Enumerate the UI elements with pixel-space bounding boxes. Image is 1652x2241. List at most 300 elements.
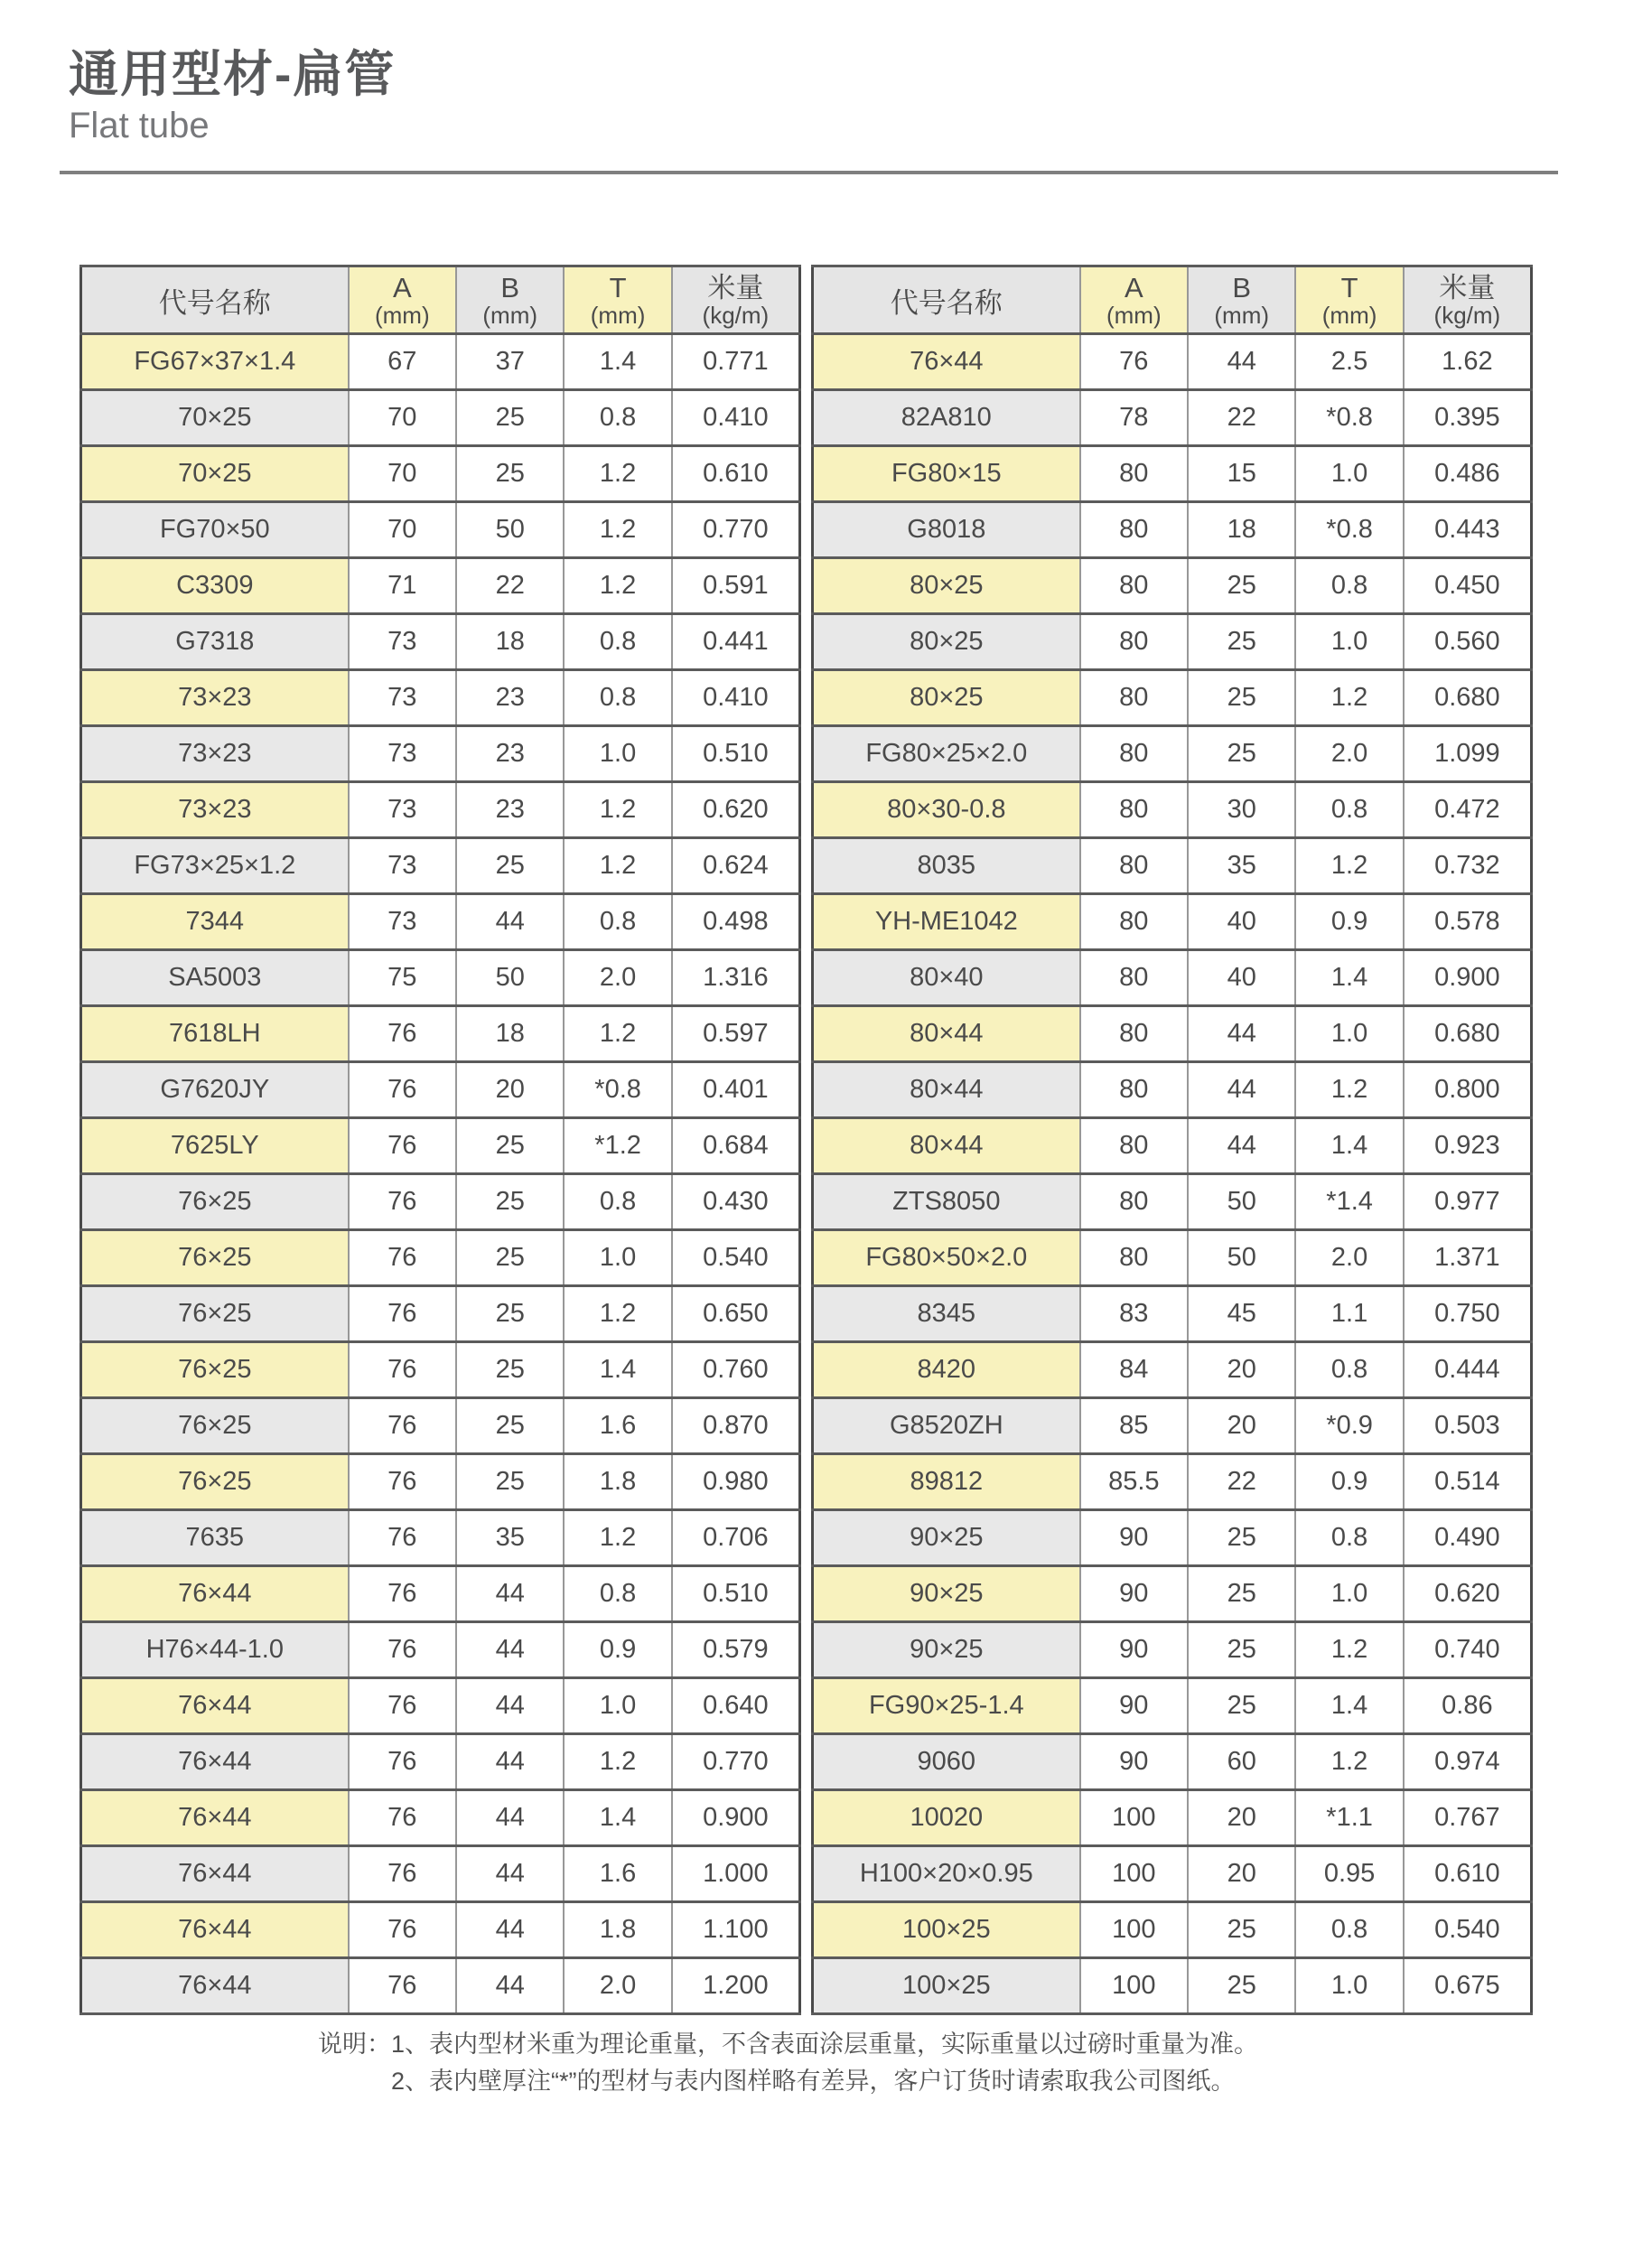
value-cell: 0.680: [1404, 1006, 1532, 1062]
value-cell: 1.2: [1295, 1062, 1403, 1118]
value-cell: 76: [349, 1846, 456, 1902]
table-row: [81, 1286, 800, 1342]
value-cell: 80: [1080, 1118, 1188, 1174]
table-row: [813, 1846, 1532, 1902]
value-cell: 100: [1080, 1958, 1188, 2014]
value-cell: 85: [1080, 1398, 1188, 1454]
table-row: [813, 1454, 1532, 1510]
table-row: [813, 558, 1532, 614]
value-cell: 1.0: [564, 1230, 671, 1286]
table-row: [81, 670, 800, 726]
value-cell: 80: [1080, 446, 1188, 502]
value-cell: 1.8: [564, 1454, 671, 1510]
code-name-cell: FG80×25×2.0: [813, 726, 1080, 782]
value-cell: 0.443: [1404, 502, 1532, 558]
table-row: [81, 390, 800, 446]
value-cell: 44: [456, 1902, 564, 1958]
value-cell: 1.099: [1404, 726, 1532, 782]
table-row: [81, 1342, 800, 1398]
value-cell: 1.2: [564, 782, 671, 838]
value-cell: 20: [1188, 1846, 1295, 1902]
table-row: [813, 838, 1532, 894]
value-cell: 76: [349, 1734, 456, 1790]
value-cell: 25: [456, 446, 564, 502]
value-cell: 1.316: [672, 950, 800, 1006]
table-row: [81, 1006, 800, 1062]
value-cell: 76: [349, 1342, 456, 1398]
code-name-cell: 100×25: [813, 1902, 1080, 1958]
value-cell: 25: [456, 1118, 564, 1174]
value-cell: 1.100: [672, 1902, 800, 1958]
code-name-cell: 76×44: [81, 1790, 349, 1846]
right-table-body: [813, 334, 1532, 2014]
table-row: [81, 1062, 800, 1118]
value-cell: 76: [1080, 334, 1188, 390]
value-cell: 1.2: [1295, 838, 1403, 894]
table-row: [81, 726, 800, 782]
left-table-body: [81, 334, 800, 2014]
value-cell: 0.450: [1404, 558, 1532, 614]
value-cell: 0.514: [1404, 1454, 1532, 1510]
value-cell: 0.750: [1404, 1286, 1532, 1342]
value-cell: 0.980: [672, 1454, 800, 1510]
value-cell: 44: [456, 1678, 564, 1734]
value-cell: 25: [456, 1174, 564, 1230]
table-row: [813, 1062, 1532, 1118]
value-cell: 20: [1188, 1342, 1295, 1398]
value-cell: 76: [349, 1230, 456, 1286]
value-cell: 0.740: [1404, 1622, 1532, 1678]
value-cell: 1.0: [1295, 1958, 1403, 2014]
table-row: [81, 1510, 800, 1566]
value-cell: 1.2: [564, 1286, 671, 1342]
value-cell: 1.0: [1295, 1566, 1403, 1622]
code-name-cell: 90×25: [813, 1510, 1080, 1566]
value-cell: 25: [1188, 1902, 1295, 1958]
code-name-cell: C3309: [81, 558, 349, 614]
code-name-cell: 76×44: [81, 1678, 349, 1734]
header-meter-weight: 米量 (kg/m): [1404, 266, 1532, 334]
left-table: [79, 265, 801, 2015]
code-name-cell: G8018: [813, 502, 1080, 558]
value-cell: 1.371: [1404, 1230, 1532, 1286]
table-row: [81, 894, 800, 950]
value-cell: 44: [456, 1846, 564, 1902]
value-cell: 0.770: [672, 1734, 800, 1790]
value-cell: 25: [456, 1286, 564, 1342]
code-name-cell: H76×44-1.0: [81, 1622, 349, 1678]
value-cell: 0.870: [672, 1398, 800, 1454]
value-cell: 22: [1188, 390, 1295, 446]
value-cell: 1.2: [564, 1510, 671, 1566]
value-cell: 76: [349, 1286, 456, 1342]
value-cell: 25: [1188, 558, 1295, 614]
code-name-cell: G7318: [81, 614, 349, 670]
value-cell: 0.8: [564, 670, 671, 726]
value-cell: 37: [456, 334, 564, 390]
value-cell: 0.591: [672, 558, 800, 614]
value-cell: 44: [456, 1958, 564, 2014]
value-cell: 1.6: [564, 1398, 671, 1454]
code-name-cell: 80×44: [813, 1006, 1080, 1062]
page-header: [69, 47, 396, 146]
value-cell: 0.977: [1404, 1174, 1532, 1230]
code-name-cell: 73×23: [81, 782, 349, 838]
page-title: 通用型材-扁管: [69, 46, 397, 102]
value-cell: 25: [1188, 726, 1295, 782]
value-cell: 0.900: [672, 1790, 800, 1846]
value-cell: 0.684: [672, 1118, 800, 1174]
value-cell: 25: [456, 1342, 564, 1398]
value-cell: 100: [1080, 1846, 1188, 1902]
value-cell: 50: [1188, 1230, 1295, 1286]
value-cell: 18: [456, 614, 564, 670]
value-cell: 0.597: [672, 1006, 800, 1062]
value-cell: 44: [1188, 1118, 1295, 1174]
footnote-label: 说明：: [318, 2031, 391, 2058]
value-cell: 1.4: [1295, 950, 1403, 1006]
value-cell: 30: [1188, 782, 1295, 838]
code-name-cell: 76×44: [81, 1566, 349, 1622]
value-cell: 23: [456, 782, 564, 838]
table-row: [813, 614, 1532, 670]
value-cell: 35: [456, 1510, 564, 1566]
code-name-cell: 90×25: [813, 1622, 1080, 1678]
value-cell: 44: [456, 1622, 564, 1678]
header-code-name: 代号名称: [813, 266, 1080, 334]
table-row: [81, 1622, 800, 1678]
table-row: [81, 1734, 800, 1790]
value-cell: 0.8: [1295, 558, 1403, 614]
value-cell: 0.578: [1404, 894, 1532, 950]
value-cell: 0.8: [1295, 782, 1403, 838]
value-cell: 22: [1188, 1454, 1295, 1510]
value-cell: 44: [1188, 334, 1295, 390]
table-row: [81, 950, 800, 1006]
table-row: [813, 390, 1532, 446]
value-cell: 0.510: [672, 1566, 800, 1622]
code-name-cell: 80×30-0.8: [813, 782, 1080, 838]
value-cell: 25: [456, 1454, 564, 1510]
table-row: [813, 1902, 1532, 1958]
value-cell: *0.9: [1295, 1398, 1403, 1454]
code-name-cell: 76×25: [81, 1230, 349, 1286]
code-name-cell: 7344: [81, 894, 349, 950]
code-name-cell: ZTS8050: [813, 1174, 1080, 1230]
value-cell: 76: [349, 1118, 456, 1174]
value-cell: 50: [456, 502, 564, 558]
left-table-header-row: [81, 266, 800, 334]
value-cell: 1.2: [1295, 1734, 1403, 1790]
value-cell: 0.771: [672, 334, 800, 390]
value-cell: 76: [349, 1902, 456, 1958]
code-name-cell: 76×44: [813, 334, 1080, 390]
value-cell: 0.680: [1404, 670, 1532, 726]
value-cell: 80: [1080, 502, 1188, 558]
value-cell: 80: [1080, 670, 1188, 726]
table-row: [813, 894, 1532, 950]
table-row: [813, 1678, 1532, 1734]
code-name-cell: FG70×50: [81, 502, 349, 558]
code-name-cell: 10020: [813, 1790, 1080, 1846]
title-divider: [60, 171, 1558, 174]
value-cell: 1.000: [672, 1846, 800, 1902]
value-cell: 90: [1080, 1566, 1188, 1622]
value-cell: 90: [1080, 1622, 1188, 1678]
value-cell: *1.1: [1295, 1790, 1403, 1846]
table-row: [813, 334, 1532, 390]
value-cell: 1.4: [1295, 1118, 1403, 1174]
table-row: [813, 1622, 1532, 1678]
value-cell: 18: [456, 1006, 564, 1062]
value-cell: 23: [456, 670, 564, 726]
value-cell: 80: [1080, 558, 1188, 614]
value-cell: 70: [349, 390, 456, 446]
table-row: [81, 614, 800, 670]
code-name-cell: G7620JY: [81, 1062, 349, 1118]
code-name-cell: 70×25: [81, 390, 349, 446]
code-name-cell: 8345: [813, 1286, 1080, 1342]
value-cell: 25: [456, 390, 564, 446]
value-cell: 0.640: [672, 1678, 800, 1734]
footnote-lines: [391, 2026, 1258, 2100]
right-table: [811, 265, 1533, 2015]
value-cell: 76: [349, 1398, 456, 1454]
code-name-cell: 73×23: [81, 670, 349, 726]
value-cell: 25: [456, 1230, 564, 1286]
value-cell: 100: [1080, 1790, 1188, 1846]
value-cell: 0.620: [672, 782, 800, 838]
value-cell: 25: [1188, 614, 1295, 670]
code-name-cell: FG80×15: [813, 446, 1080, 502]
code-name-cell: 80×40: [813, 950, 1080, 1006]
value-cell: 1.2: [564, 446, 671, 502]
value-cell: 1.6: [564, 1846, 671, 1902]
table-row: [813, 950, 1532, 1006]
table-row: [81, 1790, 800, 1846]
value-cell: 2.0: [1295, 1230, 1403, 1286]
value-cell: 0.410: [672, 670, 800, 726]
value-cell: 76: [349, 1454, 456, 1510]
value-cell: 73: [349, 726, 456, 782]
code-name-cell: 76×44: [81, 1846, 349, 1902]
value-cell: 40: [1188, 894, 1295, 950]
code-name-cell: 70×25: [81, 446, 349, 502]
code-name-cell: G8520ZH: [813, 1398, 1080, 1454]
value-cell: 80: [1080, 1174, 1188, 1230]
value-cell: 80: [1080, 950, 1188, 1006]
value-cell: 44: [456, 1790, 564, 1846]
value-cell: 2.5: [1295, 334, 1403, 390]
value-cell: 80: [1080, 1230, 1188, 1286]
table-row: [813, 1398, 1532, 1454]
value-cell: 20: [456, 1062, 564, 1118]
header-meter-weight: 米量 (kg/m): [672, 266, 800, 334]
value-cell: 73: [349, 614, 456, 670]
value-cell: 1.2: [564, 1006, 671, 1062]
code-name-cell: 89812: [813, 1454, 1080, 1510]
code-name-cell: 76×25: [81, 1174, 349, 1230]
code-name-cell: 80×44: [813, 1062, 1080, 1118]
table-row: [813, 502, 1532, 558]
value-cell: *0.8: [1295, 390, 1403, 446]
value-cell: 0.95: [1295, 1846, 1403, 1902]
code-name-cell: H100×20×0.95: [813, 1846, 1080, 1902]
code-name-cell: 100×25: [813, 1958, 1080, 2014]
value-cell: 80: [1080, 1062, 1188, 1118]
table-row: [81, 446, 800, 502]
value-cell: 76: [349, 1062, 456, 1118]
value-cell: 1.2: [564, 838, 671, 894]
value-cell: 90: [1080, 1510, 1188, 1566]
value-cell: 0.8: [564, 390, 671, 446]
value-cell: 0.923: [1404, 1118, 1532, 1174]
code-name-cell: 76×25: [81, 1454, 349, 1510]
value-cell: 25: [456, 1398, 564, 1454]
value-cell: 1.0: [1295, 446, 1403, 502]
value-cell: 73: [349, 782, 456, 838]
value-cell: 1.4: [564, 1342, 671, 1398]
code-name-cell: FG90×25-1.4: [813, 1678, 1080, 1734]
table-row: [813, 1510, 1532, 1566]
value-cell: 73: [349, 838, 456, 894]
value-cell: 50: [1188, 1174, 1295, 1230]
table-row: [813, 1566, 1532, 1622]
code-name-cell: 7635: [81, 1510, 349, 1566]
table-row: [813, 1342, 1532, 1398]
table-row: [81, 502, 800, 558]
value-cell: 0.650: [672, 1286, 800, 1342]
value-cell: 0.540: [1404, 1902, 1532, 1958]
header-a: A (mm): [349, 266, 456, 334]
value-cell: 80: [1080, 726, 1188, 782]
table-row: [813, 1230, 1532, 1286]
value-cell: 0.510: [672, 726, 800, 782]
code-name-cell: 76×25: [81, 1398, 349, 1454]
code-name-cell: FG80×50×2.0: [813, 1230, 1080, 1286]
value-cell: 60: [1188, 1734, 1295, 1790]
value-cell: 2.0: [564, 950, 671, 1006]
table-row: [81, 782, 800, 838]
value-cell: 1.1: [1295, 1286, 1403, 1342]
table-row: [81, 558, 800, 614]
value-cell: 0.498: [672, 894, 800, 950]
value-cell: 0.86: [1404, 1678, 1532, 1734]
code-name-cell: YH-ME1042: [813, 894, 1080, 950]
table-row: [81, 1454, 800, 1510]
header-t: T (mm): [1295, 266, 1403, 334]
value-cell: 1.8: [564, 1902, 671, 1958]
value-cell: 90: [1080, 1734, 1188, 1790]
value-cell: 1.0: [1295, 614, 1403, 670]
value-cell: 76: [349, 1790, 456, 1846]
value-cell: 85.5: [1080, 1454, 1188, 1510]
value-cell: 0.472: [1404, 782, 1532, 838]
value-cell: 73: [349, 670, 456, 726]
footnote-line-2: 2、表内壁厚注“*”的型材与表内图样略有差异，客户订货时请索取我公司图纸。: [391, 2068, 1236, 2095]
table-row: [813, 1790, 1532, 1846]
value-cell: 80: [1080, 1006, 1188, 1062]
value-cell: 76: [349, 1510, 456, 1566]
value-cell: 44: [1188, 1006, 1295, 1062]
value-cell: 70: [349, 446, 456, 502]
value-cell: 0.610: [1404, 1846, 1532, 1902]
table-row: [813, 1286, 1532, 1342]
value-cell: 0.560: [1404, 614, 1532, 670]
value-cell: 25: [1188, 1958, 1295, 2014]
value-cell: 0.401: [672, 1062, 800, 1118]
value-cell: 0.579: [672, 1622, 800, 1678]
value-cell: 1.0: [1295, 1006, 1403, 1062]
value-cell: 22: [456, 558, 564, 614]
value-cell: 80: [1080, 782, 1188, 838]
header-b: B (mm): [456, 266, 564, 334]
value-cell: 0.490: [1404, 1510, 1532, 1566]
value-cell: 80: [1080, 894, 1188, 950]
value-cell: 1.2: [564, 1734, 671, 1790]
value-cell: *0.8: [1295, 502, 1403, 558]
value-cell: 83: [1080, 1286, 1188, 1342]
value-cell: 0.486: [1404, 446, 1532, 502]
value-cell: 1.4: [564, 334, 671, 390]
value-cell: 25: [1188, 670, 1295, 726]
value-cell: *1.2: [564, 1118, 671, 1174]
code-name-cell: 7618LH: [81, 1006, 349, 1062]
value-cell: 1.62: [1404, 334, 1532, 390]
value-cell: 90: [1080, 1678, 1188, 1734]
value-cell: 25: [1188, 1510, 1295, 1566]
value-cell: 76: [349, 1006, 456, 1062]
value-cell: 0.8: [564, 614, 671, 670]
code-name-cell: 8035: [813, 838, 1080, 894]
spec-tables: [79, 265, 1534, 2015]
value-cell: 73: [349, 894, 456, 950]
value-cell: 25: [1188, 1566, 1295, 1622]
table-row: [813, 1734, 1532, 1790]
value-cell: 44: [1188, 1062, 1295, 1118]
code-name-cell: 82A810: [813, 390, 1080, 446]
value-cell: 0.503: [1404, 1398, 1532, 1454]
value-cell: 0.800: [1404, 1062, 1532, 1118]
footnotes: [318, 2026, 1258, 2100]
value-cell: 0.760: [672, 1342, 800, 1398]
value-cell: 40: [1188, 950, 1295, 1006]
table-row: [81, 1958, 800, 2014]
table-row: [81, 334, 800, 390]
table-row: [813, 782, 1532, 838]
value-cell: 1.0: [564, 1678, 671, 1734]
code-name-cell: 80×25: [813, 614, 1080, 670]
value-cell: 44: [456, 1566, 564, 1622]
table-row: [81, 1174, 800, 1230]
value-cell: 20: [1188, 1790, 1295, 1846]
code-name-cell: 76×44: [81, 1902, 349, 1958]
code-name-cell: 90×25: [813, 1566, 1080, 1622]
value-cell: 2.0: [564, 1958, 671, 2014]
table-row: [81, 1678, 800, 1734]
value-cell: 23: [456, 726, 564, 782]
value-cell: 1.2: [564, 502, 671, 558]
table-row: [81, 1846, 800, 1902]
value-cell: 0.8: [564, 1566, 671, 1622]
value-cell: 0.620: [1404, 1566, 1532, 1622]
value-cell: 0.441: [672, 614, 800, 670]
value-cell: 84: [1080, 1342, 1188, 1398]
value-cell: 25: [456, 838, 564, 894]
table-row: [813, 446, 1532, 502]
value-cell: 25: [1188, 1678, 1295, 1734]
code-name-cell: SA5003: [81, 950, 349, 1006]
